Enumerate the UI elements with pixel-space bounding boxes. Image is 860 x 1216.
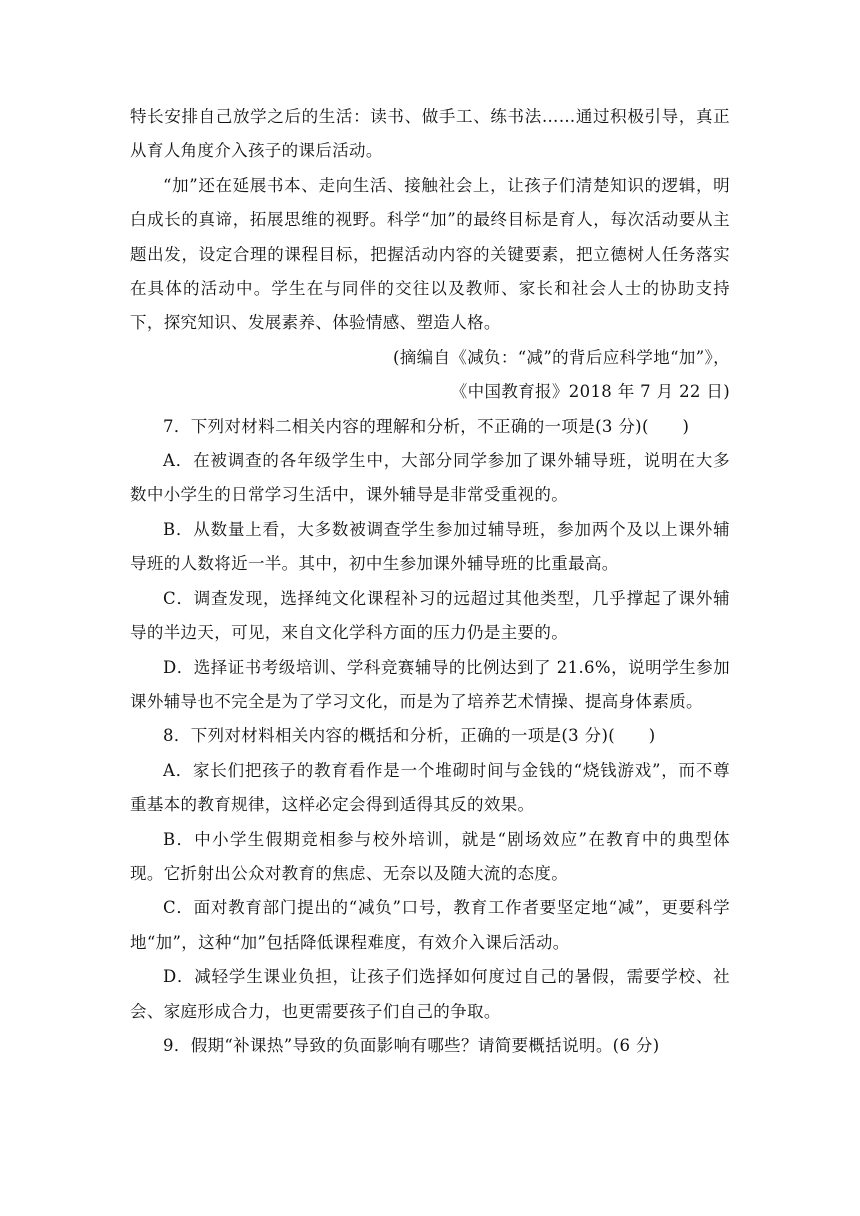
question-7-option-a: A．在被调查的各年级学生中，大部分同学参加了课外辅导班，说明在大多数中小学生的日常学习生活中，课外辅导是非常受重视的。 — [130, 451, 730, 505]
question-7-option-c: C．调查发现，选择纯文化课程补习的远超过其他类型，几乎撑起了课外辅导的半边天，可见，来自文化学科方面的压力仍是主要的。 — [130, 588, 730, 643]
question-8-option-d: D．减轻学生课业负担，让孩子们选择如何度过自己的暑假，需要学校、社会、家庭形成合力，也更需要孩子们自己的争取。 — [130, 967, 730, 1021]
question-8-stem: 8．下列对材料相关内容的概括和分析，正确的一项是(3 分)( ) — [163, 726, 656, 746]
question-9-stem: 9．假期“补课热”导致的负面影响有哪些？请简要概括说明。(6 分) — [163, 1035, 660, 1055]
question-7-option-d: D．选择证书考级培训、学科竞赛辅导的比例达到了 21.6%，说明学生参加课外辅导也不完全是为了学习文化，而是为了培养艺术情操、提高身体素质。 — [130, 657, 730, 711]
question-8-option-c: C．面对教育部门提出的“减负”口号，教育工作者要坚定地“减”，更要科学地“加”，这种“加”包括降低课程难度，有效介入课后活动。 — [130, 898, 730, 952]
question-8-option-a: A．家长们把孩子的教育看作是一个堆砌时间与金钱的“烧钱游戏”，而不尊重基本的教育规律，这样必定会得到适得其反的效果。 — [130, 760, 730, 815]
question-8-option-b: B．中小学生假期竞相参与校外培训，就是“剧场效应”在教育中的典型体现。它折射出公众对教育的焦虑、无奈以及随大流的态度。 — [130, 829, 730, 883]
question-7-stem: 7．下列对材料二相关内容的理解和分析，不正确的一项是(3 分)( ) — [163, 416, 690, 436]
question-7-option-b: B．从数量上看，大多数被调查学生参加过辅导班，参加两个及以上课外辅导班的人数将近一半。其中，初中生参加课外辅导班的比重最高。 — [130, 519, 730, 574]
source-citation-line: 《中国教育报》2018 年 7 月 22 日) — [450, 382, 730, 402]
source-citation-line: (摘编自《减负：“减”的背后应科学地“加”》， — [393, 347, 730, 367]
body-paragraph: 特长安排自己放学之后的生活：读书、做手工、练书法……通过积极引导，真正从育人角度介入孩子的课后活动。 — [130, 107, 730, 161]
body-paragraph: “加”还在延展书本、走向生活、接触社会上，让孩子们清楚知识的逻辑，明白成长的真谛，拓展思维的视野。科学“加”的最终目标是育人，每次活动要从主题出发，设定合理的课程目标，把握活动内容的关键要素，把立德树人任务落实在具体的活动中。学生在与同伴的交往以及教师、家长和社会人士的协助支持下，探究知识、发展素养、体验情感、塑造人格。 — [130, 175, 730, 333]
